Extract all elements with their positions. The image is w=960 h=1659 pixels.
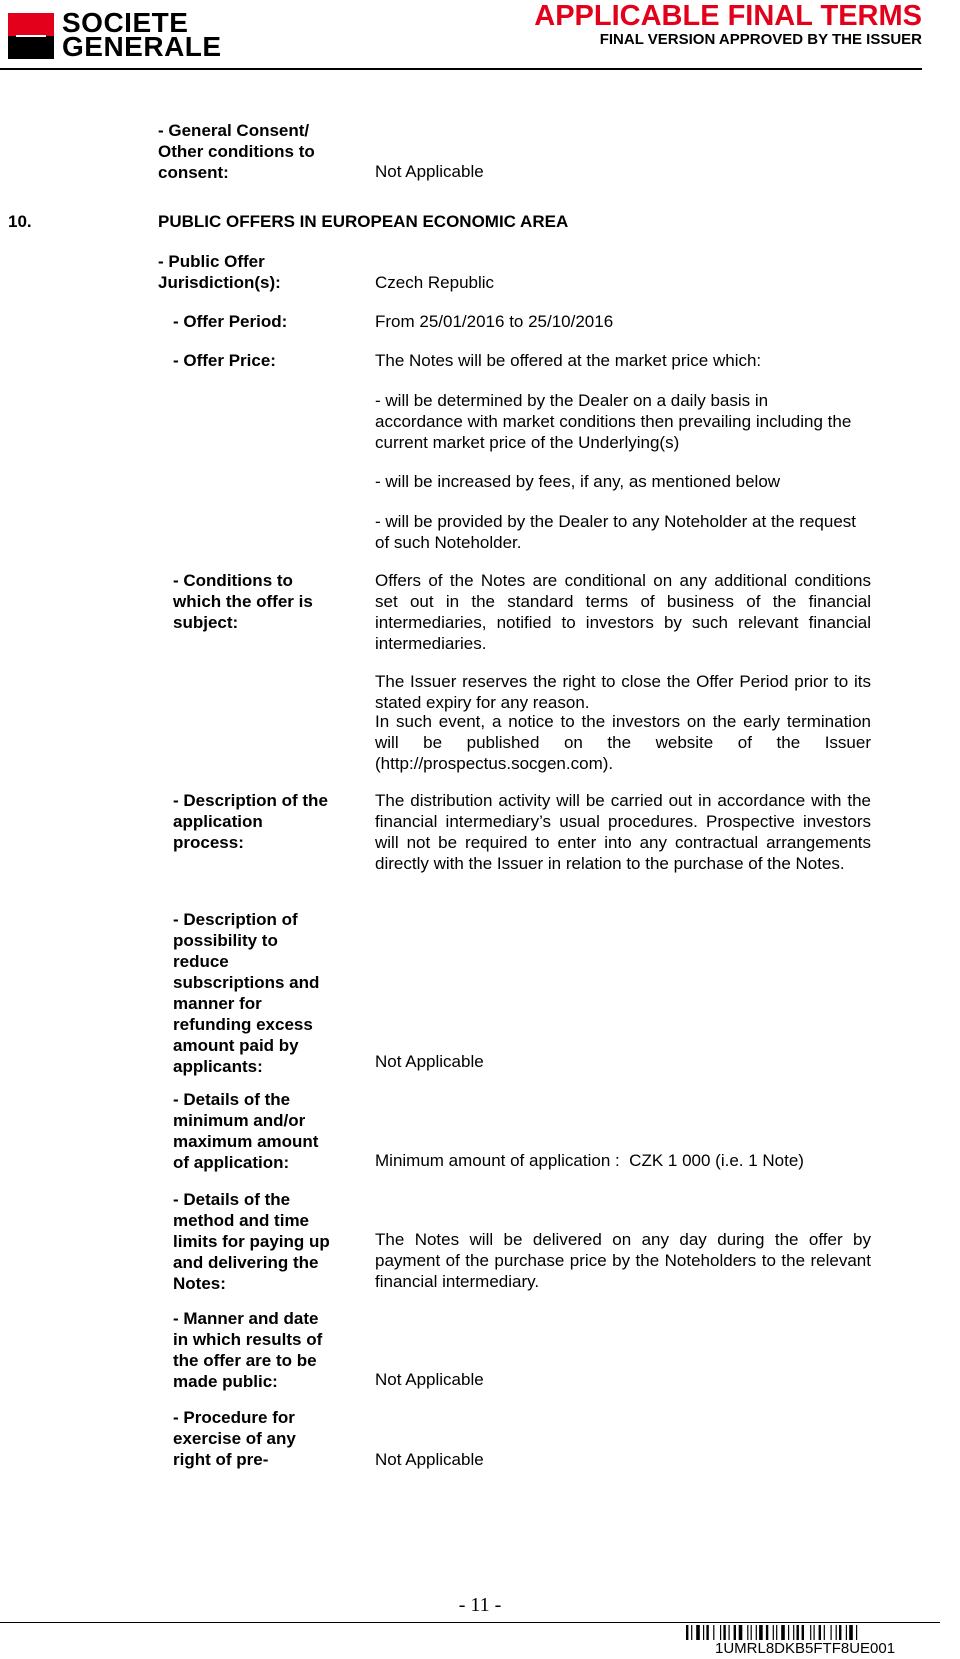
page-number: - 11 - — [458, 1594, 502, 1616]
pre-emption-label: - Procedure for exercise of any right of pre- — [173, 1408, 296, 1469]
method-time-label: - Details of the method and time limits for paying up and delivering the Notes: — [173, 1190, 330, 1293]
offer-price-bullet-1: - will be determined by the Dealer on a daily basis in accordance with market conditions then prevailing including the current market price of the Underlying(s) — [375, 391, 852, 452]
reduce-subscriptions-label: - Description of possibility to reduce subscriptions and manner for refunding excess amount paid by applicants: — [173, 910, 320, 1076]
offer-period-label: - Offer Period: — [173, 312, 288, 331]
document-status-subtitle: FINAL VERSION APPROVED BY THE ISSUER — [599, 31, 922, 48]
section-number: 10. — [8, 212, 32, 231]
consent-label: - General Consent/ Other conditions to consent: — [158, 121, 315, 182]
conditions-paragraph-1: Offers of the Notes are conditional on any additional conditions set out in the standard terms of business of the financial intermediaries, notified to investors by such relevant financial intermediaries. — [375, 571, 871, 653]
results-public-label: - Manner and date in which results of the offer are to be made public: — [173, 1309, 323, 1391]
offer-price-intro: The Notes will be offered at the market price which: — [375, 351, 762, 370]
logo-text-line2: GENERALE — [62, 31, 222, 62]
min-max-label: - Details of the minimum and/or maximum amount of application: — [173, 1090, 319, 1172]
footer-divider — [0, 1622, 940, 1623]
consent-value: Not Applicable — [375, 162, 484, 181]
conditions-label: - Conditions to which the offer is subject: — [173, 571, 313, 632]
conditions-paragraph-2: The Issuer reserves the right to close the Offer Period prior to its stated expiry for any reason. — [375, 672, 871, 712]
barcode-text: 1UMRL8DKB5FTF8UE001 — [715, 1640, 896, 1657]
offer-price-label: - Offer Price: — [173, 351, 276, 370]
application-process-label: - Description of the application process: — [173, 791, 328, 852]
offer-price-bullet-3: - will be provided by the Dealer to any Noteholder at the request of such Noteholder. — [375, 512, 856, 552]
results-public-value: Not Applicable — [375, 1370, 484, 1389]
pre-emption-value: Not Applicable — [375, 1450, 484, 1469]
document-status-title: APPLICABLE FINAL TERMS — [534, 0, 922, 32]
logo-mark — [8, 13, 54, 59]
application-process-value: The distribution activity will be carried out in accordance with the financial intermediary’s usual procedures. Prospective investors will not be required to enter into any contractual arrangements directly with the Issuer in relation to the purchase of the Notes. — [375, 791, 871, 873]
jurisdiction-label: - Public Offer Jurisdiction(s): — [158, 252, 281, 292]
logo-text-line1: SOCIETE — [62, 7, 189, 38]
header-divider — [0, 68, 922, 70]
section-title: PUBLIC OFFERS IN EUROPEAN ECONOMIC AREA — [158, 212, 569, 231]
method-time-value: The Notes will be delivered on any day during the offer by payment of the purchase price by the Noteholders to the relevant financial intermediary. — [375, 1230, 871, 1291]
min-max-value: Minimum amount of application : CZK 1 000 (i.e. 1 Note) — [375, 1151, 804, 1170]
offer-price-bullet-2: - will be increased by fees, if any, as mentioned below — [375, 472, 781, 491]
jurisdiction-value: Czech Republic — [375, 273, 495, 292]
offer-period-value: From 25/01/2016 to 25/10/2016 — [375, 312, 614, 331]
reduce-subscriptions-value: Not Applicable — [375, 1052, 484, 1071]
barcode-icon — [686, 1625, 916, 1640]
conditions-paragraph-3: In such event, a notice to the investors on the early termination will be published on the website of the Issuer (http://prospectus.socgen.com). — [375, 712, 871, 773]
